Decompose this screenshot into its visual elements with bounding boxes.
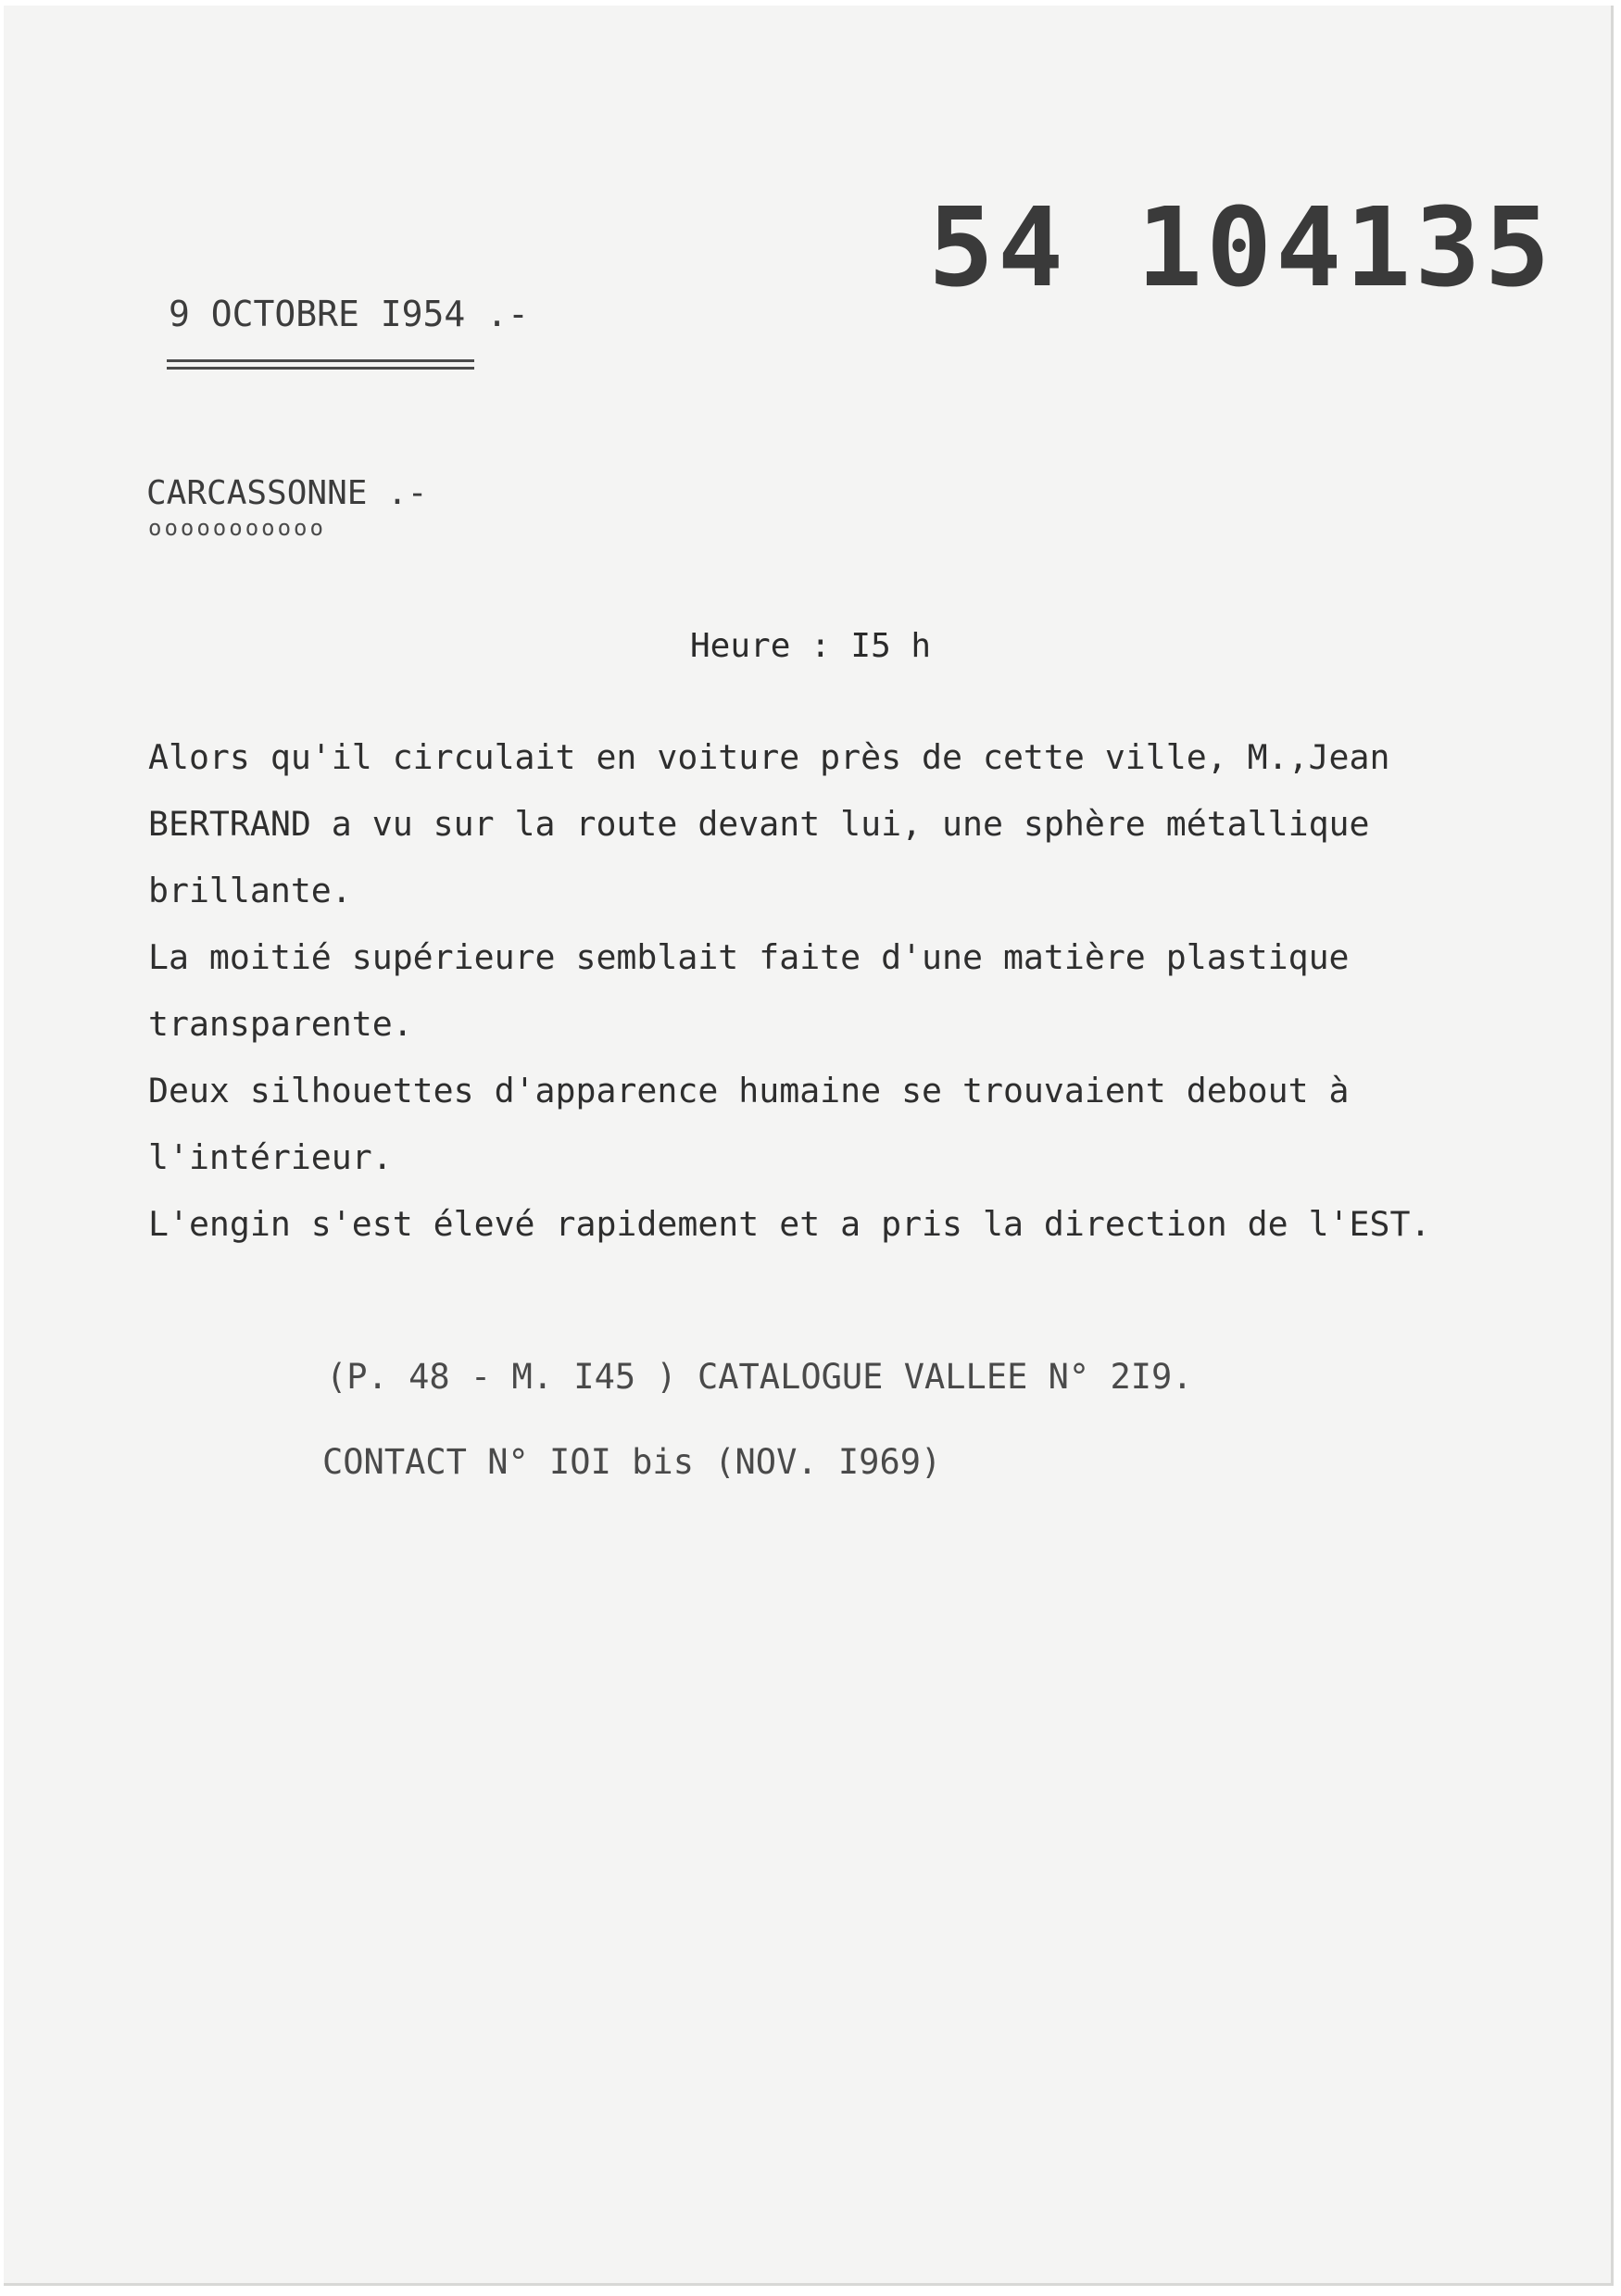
time-line: Heure : I5 h bbox=[690, 627, 932, 665]
body-line: transparente. bbox=[148, 1004, 413, 1044]
place-underline: ooooooooooo bbox=[148, 515, 326, 541]
reference-number: 54 104135 bbox=[928, 183, 1554, 311]
place-heading: CARCASSONNE .- bbox=[146, 474, 428, 512]
body-line: La moitié supérieure semblait faite d'une matière plastique bbox=[148, 937, 1350, 977]
body-line: L'engin s'est élevé rapidement et a pris la direction de l'EST. bbox=[148, 1204, 1431, 1244]
date-double-underline bbox=[167, 359, 474, 370]
body-line: Deux silhouettes d'apparence humaine se trouvaient debout à bbox=[148, 1071, 1350, 1110]
body-line: Alors qu'il circulait en voiture près de cette ville, M.,Jean bbox=[148, 737, 1390, 777]
body-line: BERTRAND a vu sur la route devant lui, une sphère métallique bbox=[148, 804, 1370, 844]
body-line: brillante. bbox=[148, 871, 352, 910]
contact-reference: CONTACT N° IOI bis (NOV. I969) bbox=[322, 1442, 942, 1482]
body-line: l'intérieur. bbox=[148, 1137, 393, 1177]
date-heading: 9 OCTOBRE I954 .- bbox=[169, 294, 529, 334]
catalogue-reference: (P. 48 - M. I45 ) CATALOGUE VALLEE N° 2I9. bbox=[326, 1357, 1193, 1397]
